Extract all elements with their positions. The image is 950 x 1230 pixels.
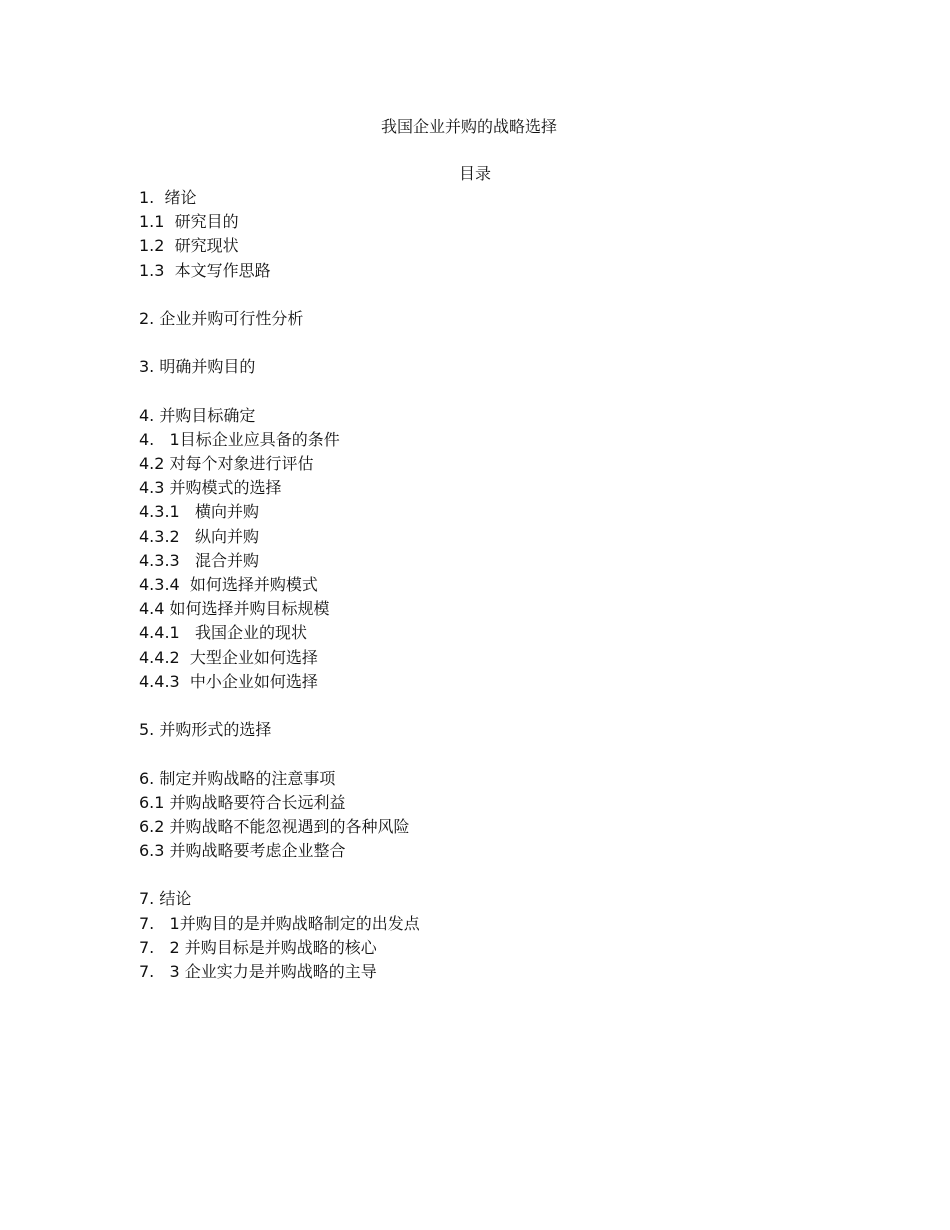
table-of-contents — [139, 186, 839, 984]
toc-entry: 4. 并购目标确定 — [139, 405, 256, 425]
toc-entry: 4.3.2 纵向并购 — [139, 526, 259, 546]
toc-entry: 1.2 研究现状 — [139, 236, 239, 256]
toc-entry: 6.3 并购战略要考虑企业整合 — [139, 841, 346, 861]
toc-entry: 5. 并购形式的选择 — [139, 720, 272, 740]
toc-entry: 4.2 对每个对象进行评估 — [139, 454, 314, 474]
toc-entry: 7. 3 企业实力是并购战略的主导 — [139, 962, 377, 981]
toc-heading: 目录 — [458, 164, 491, 183]
document-title: 我国企业并购的战略选择 — [380, 117, 557, 136]
toc-entry: 4.3 并购模式的选择 — [139, 478, 282, 498]
toc-entry: 2. 企业并购可行性分析 — [139, 308, 304, 328]
toc-spacer — [139, 380, 839, 404]
toc-entry: 7. 结论 — [139, 889, 192, 909]
toc-entry: 7. 2 并购目标是并购战略的核心 — [139, 937, 377, 957]
toc-entry: 7. 1并购目的是并购战略制定的出发点 — [139, 913, 420, 933]
toc-spacer — [139, 283, 839, 307]
toc-entry: 4.3.3 混合并购 — [139, 550, 259, 570]
toc-spacer — [139, 694, 839, 718]
toc-entry: 4.3.1 横向并购 — [139, 502, 259, 522]
toc-entry: 1. 绪论 — [139, 188, 197, 207]
toc-spacer — [139, 863, 839, 887]
toc-entry: 4. 1目标企业应具备的条件 — [139, 429, 340, 449]
toc-entry: 4.3.4 如何选择并购模式 — [139, 575, 318, 594]
toc-entry: 4.4.1 我国企业的现状 — [139, 623, 307, 643]
toc-spacer — [139, 742, 839, 766]
toc-entry: 6. 制定并购战略的注意事项 — [139, 768, 336, 788]
toc-entry: 6.1 并购战略要符合长远利益 — [139, 792, 346, 812]
toc-entry: 4.4.2 大型企业如何选择 — [139, 647, 318, 667]
toc-entry: 6.2 并购战略不能忽视遇到的各种风险 — [139, 816, 410, 836]
toc-entry: 4.4.3 中小企业如何选择 — [139, 671, 318, 691]
toc-entry: 1.3 本文写作思路 — [139, 260, 271, 280]
toc-entry: 4.4 如何选择并购目标规模 — [139, 599, 330, 619]
toc-entry: 3. 明确并购目的 — [139, 357, 256, 377]
toc-spacer — [139, 331, 839, 355]
toc-entry: 1.1 研究目的 — [139, 212, 239, 232]
